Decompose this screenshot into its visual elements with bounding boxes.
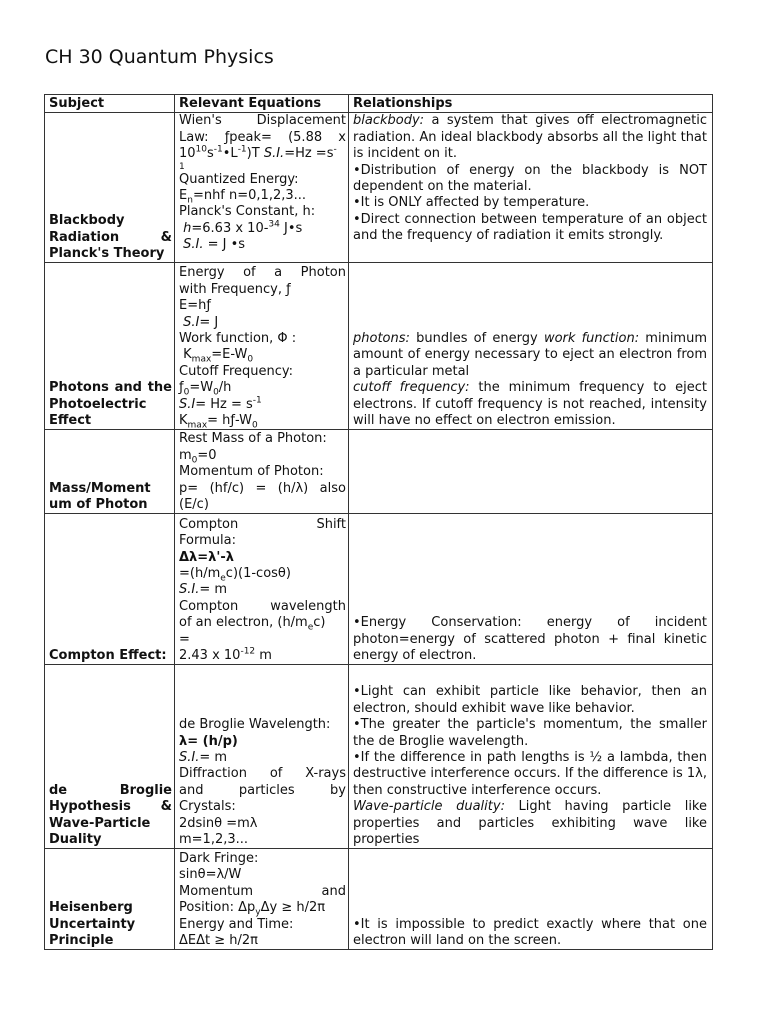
header-subject: Subject <box>45 95 175 113</box>
equations-cell: Dark Fringe: sinθ=λ/W Momentum and Position: $\Delta p_y\Delta y \ge h/2\pi$ Energy and Time: ΔEΔt ≥ h/2π <box>175 849 349 950</box>
table-row <box>45 514 713 665</box>
relationships-cell: •Energy Conservation: energy of incident photon=energy of scattered photon + final kinetic energy of electron. <box>349 514 713 665</box>
equations-cell: Compton Shift Formula: Δλ=λ'-λ $=(h/m_ec)(1-\cos\theta)$ S.I.= m Compton wavelength of an electron, $(h/m_ec)$ = 2.43 x $10^{-12}$ m <box>175 514 349 665</box>
subject-cell: Blackbody Radiation & Planck's Theory <box>45 113 175 263</box>
table-row <box>45 430 713 514</box>
subject-cell: de Broglie Hypothesis & Wave-Particle Duality <box>45 665 175 849</box>
table-row <box>45 113 713 263</box>
equations-cell: Wien's Displacement Law: ƒpeak= (5.88 x $10^{10}s^{-1}•L^{-1})T$ S.I.=Hz =s- 1 Quantized Energy: $E_n=nhf$ n=0,1,2,3... Planck's Constant, h: h=6.63 x 10-$^{34}$ J•s S.I. = J •s <box>175 113 349 263</box>
subject-cell: Mass/Moment um of Photon <box>45 430 175 514</box>
quantum-physics-table <box>44 94 713 950</box>
equations-cell: Rest Mass of a Photon: $m_0=0$ Momentum of Photon: p= (hf/c) = (h/λ) also (E/c) <box>175 430 349 514</box>
header-relationships: Relationships <box>349 95 713 113</box>
relationships-cell: •It is impossible to predict exactly where that one electron will land on the screen. <box>349 849 713 950</box>
relationships-cell: blackbody: a system that gives off electromagnetic radiation. An ideal blackbody absorbs all the light that is incident on it. •Distribution of energy on the blackbody is NOT dependent on the material. •It is ONLY affected by temperature. •Direct connection between temperature of an object and the frequency of radiation it emits strongly. <box>349 113 713 263</box>
table-header-row <box>45 95 713 113</box>
subject-cell: Photons and the Photoelectric Effect <box>45 263 175 430</box>
table-row <box>45 849 713 950</box>
page-title: CH 30 Quantum Physics <box>45 46 274 68</box>
header-equations: Relevant Equations <box>175 95 349 113</box>
equations-cell: Energy of a Photon with Frequency, ƒ E=hƒ S.I= J Work function, Φ : $K_{max}=E-W_0$ Cutoff Frequency: $ƒ_0=W_0/h$ $S.I= Hz = s^{-1}$ $K_{max}=$ $hƒ-W_0$ <box>175 263 349 430</box>
table-row <box>45 263 713 430</box>
relationships-cell: •Light can exhibit particle like behavior, then an electron, should exhibit wave like behavior. •The greater the particle's momentum, the smaller the de Broglie wavelength. •If the difference in path lengths is ½ a lambda, then destructive interference occurs. If the difference is 1λ, then constructive interference occurs. Wave-particle duality: Light having particle like properties and particles exhibiting wave like properties <box>349 665 713 849</box>
relationships-cell: photons: bundles of energy work function: minimum amount of energy necessary to eject an electron from a particular metal cutoff frequency: the minimum frequency to eject electrons. If cutoff frequency is not reached, intensity will have no effect on electron emission. <box>349 263 713 430</box>
subject-cell: Heisenberg Uncertainty Principle <box>45 849 175 950</box>
equations-cell: de Broglie Wavelength: λ= (h/p) S.I.= m Diffraction of X-rays and particles by Crystals: 2dsinθ =mλ m=1,2,3... <box>175 665 349 849</box>
relationships-cell <box>349 430 713 514</box>
table-row <box>45 665 713 849</box>
subject-cell: Compton Effect: <box>45 514 175 665</box>
